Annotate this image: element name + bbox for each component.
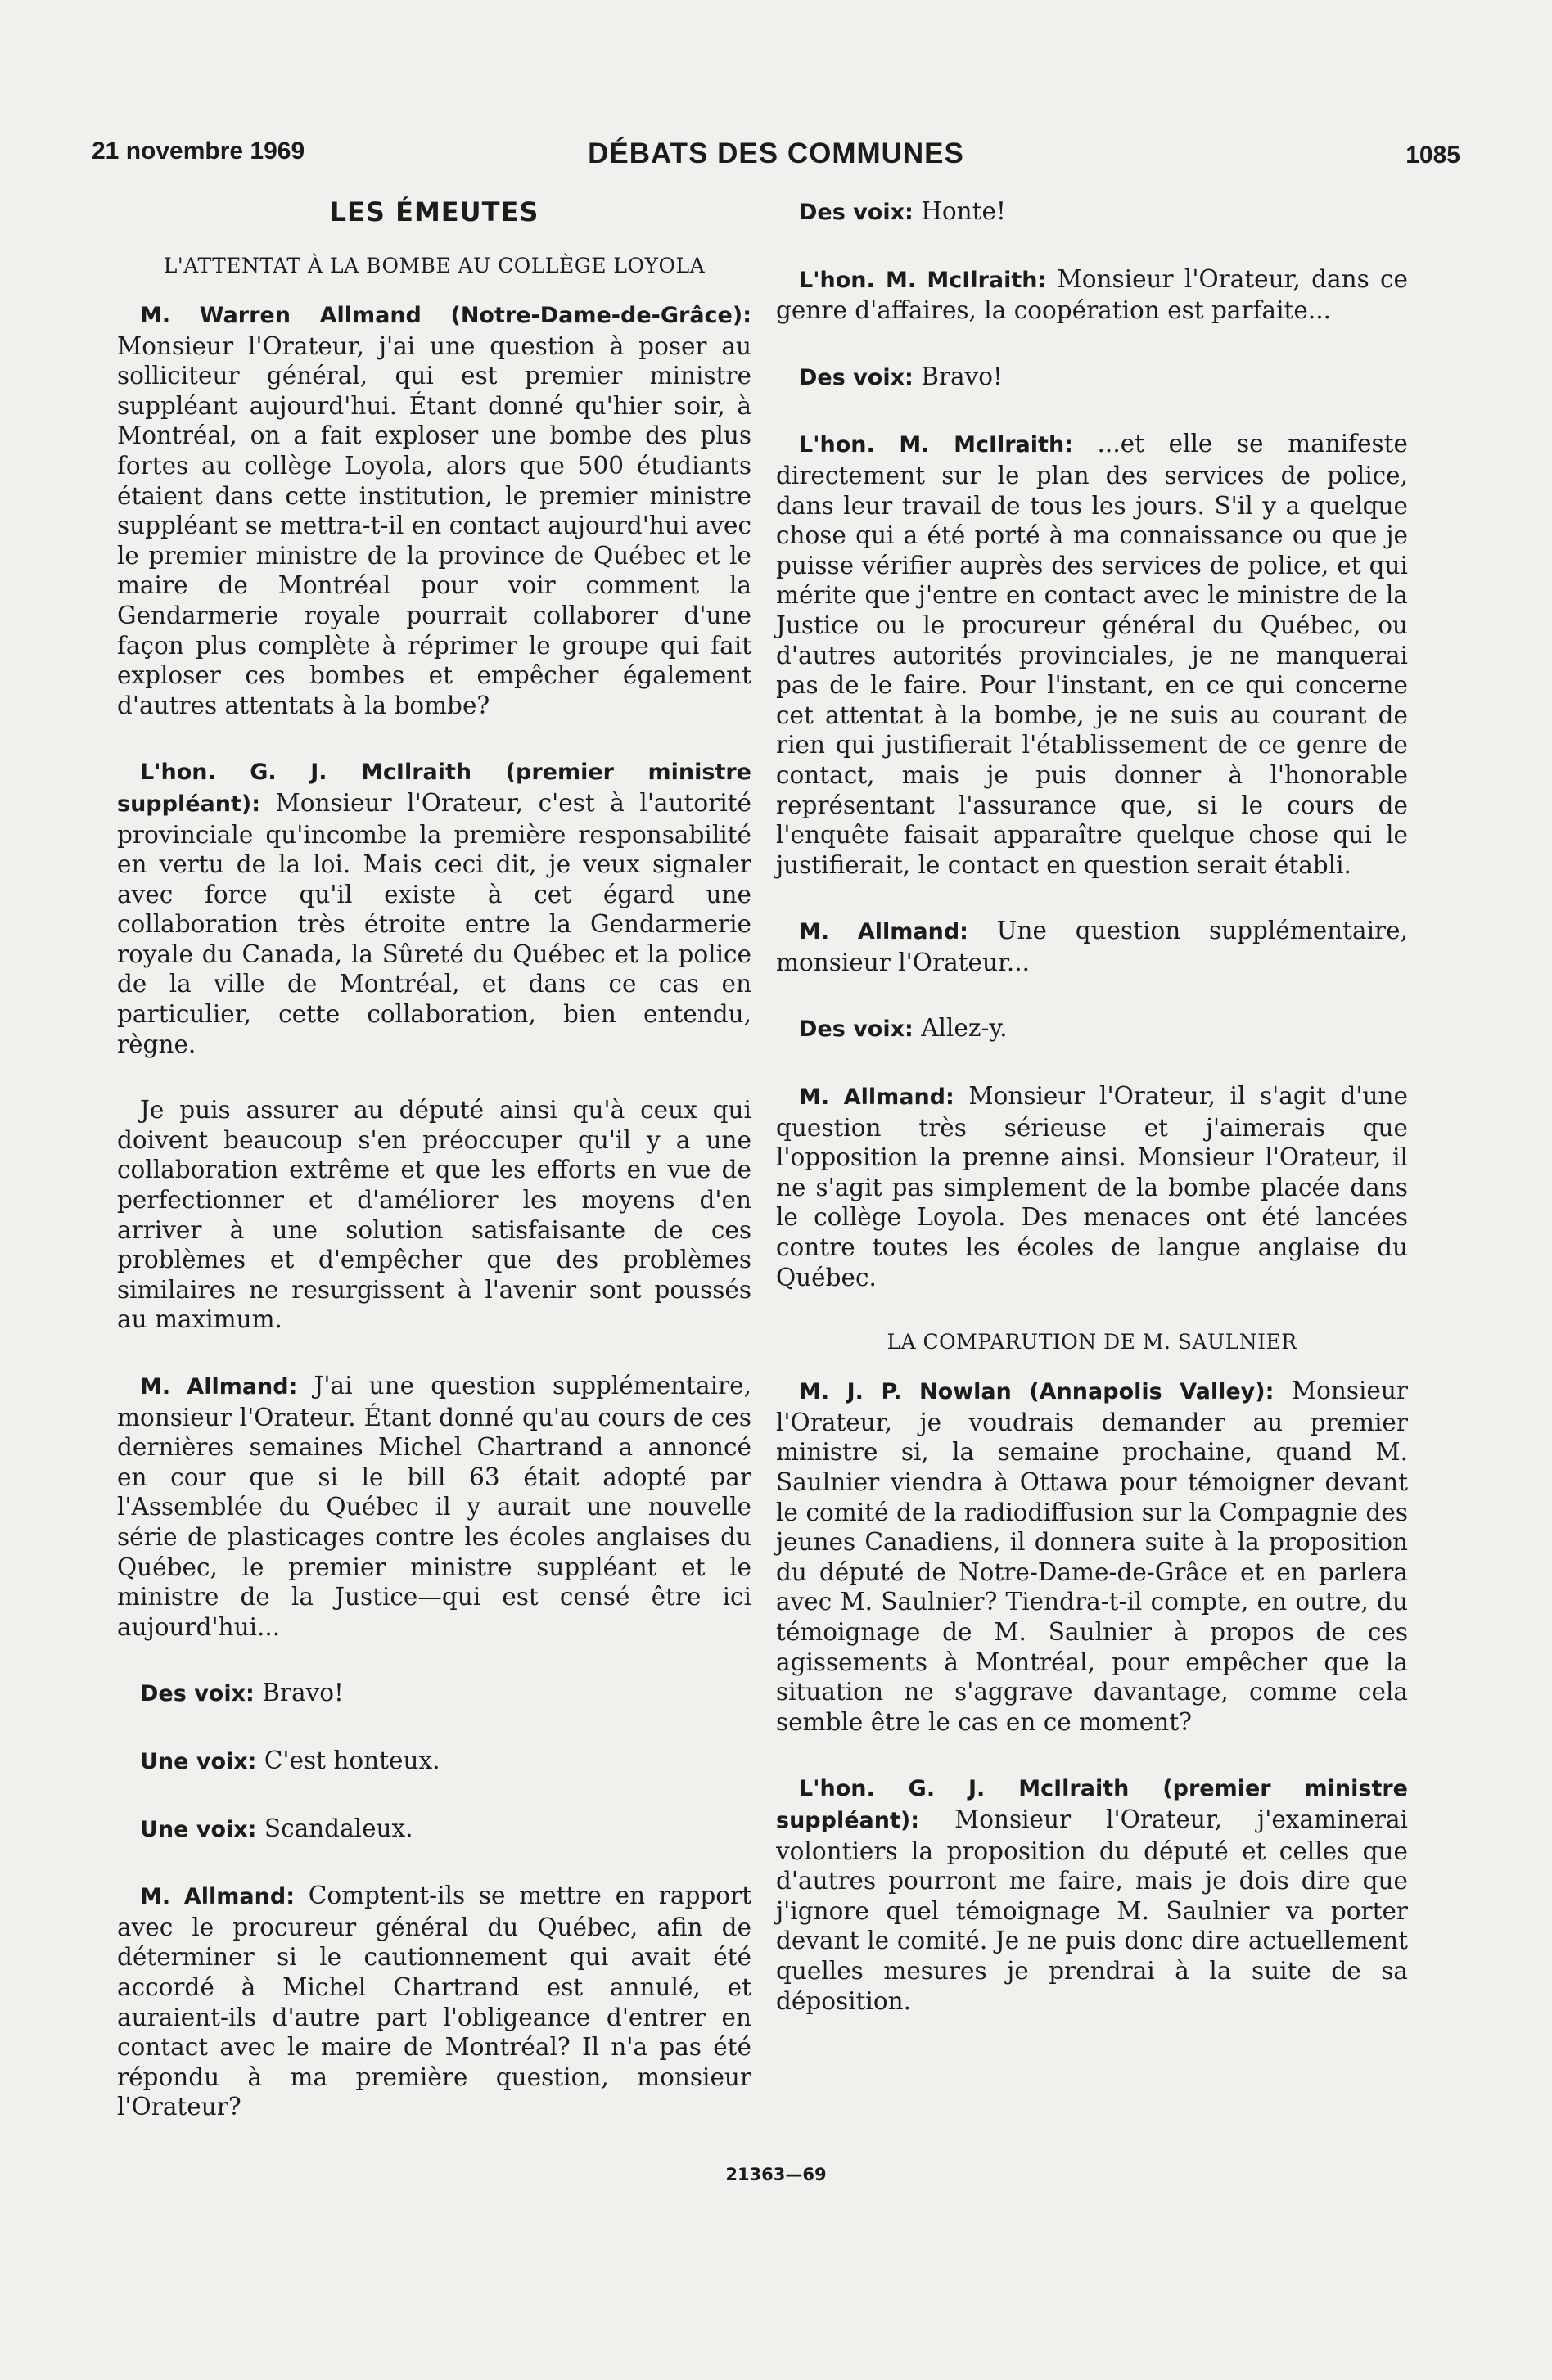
page-header (0, 137, 1552, 178)
speech-text: Monsieur l'Orateur, j'examinerai volontiers la proposition du député et celles que d'autres pourront me faire, mais je dois dire que j'ignore quel témoignage M. Saulnier va porter devant le comité. Je ne puis donc dire actuellement quelles mesures je prendrai à la suite de sa déposition. (776, 1805, 1408, 2015)
section-title: LES ÉMEUTES (329, 196, 539, 228)
speech-text: Honte! (913, 197, 1006, 225)
speaker-name: M. Allmand: (140, 1374, 298, 1400)
speech-text: Monsieur l'Orateur, il s'agit d'une question très sérieuse et j'aimerais que l'opposition la prenne ainsi. Monsieur l'Orateur, il ne s'agit pas simplement de la bombe placée dans le collège Loyola. Des menaces ont été lancées contre toutes les écoles de langue anglaise du Québec. (776, 1082, 1408, 1291)
speaker-name: Des voix: (799, 200, 914, 225)
speech-text: Monsieur l'Orateur, j'ai une question à poser au solliciteur général, qui est premier ministre suppléant aujourd'hui. Étant donné qu'hier soir, à Montréal, on a fait exploser une bombe des plus fortes au collège Loyola, alors que 500 étudiants étaient dans cette institution, le premier ministre suppléant se mettra-t-il en contact aujourd'hui avec le premier ministre de la province de Québec et le maire de Montréal pour voir comment la Gendarmerie royale pourrait collaborer d'une façon plus complète à réprimer le groupe qui fait exploser ces bombes et empêcher également d'autres attentats à la bombe? (117, 331, 751, 719)
speaker-name: Des voix: (799, 364, 914, 390)
speaker-name: Des voix: (799, 1016, 914, 1043)
speaker-name: Des voix: (140, 1681, 255, 1707)
speech-text: Allez-y. (913, 1014, 1008, 1043)
speech-text: Scandaleux. (256, 1814, 413, 1842)
header-title: DÉBATS DES COMMUNES (588, 137, 964, 169)
paragraph (117, 1881, 751, 2122)
speech-text: Une question supplémentaire, monsieur l'Orateur... (776, 917, 1408, 976)
paragraph (117, 1095, 751, 1335)
speech-text: Je puis assurer au député ainsi qu'à ceux qui doivent beaucoup s'en préoccuper qu'il y a une collaboration extrême et que les efforts en vue de perfectionner et d'améliorer les moyens d'en arriver à une solution satisfaisante de ces problèmes et d'empêcher que des problèmes similaires ne resurgissent à l'avenir sont poussés au maximum. (117, 1096, 751, 1334)
speaker-name: M. Warren Allmand (Notre-Dame-de-Grâce): (140, 303, 751, 328)
speech-text: Monsieur l'Orateur, c'est à l'autorité provinciale qu'incombe la première responsabilité en vertu de la loi. Mais ceci dit, je veux signaler avec force qu'il existe à cet égard une collaboration très étroite entre la Gendarmerie royale du Canada, la Sûreté du Québec et la police de la ville de Montréal, et dans ce cas en particulier, cette collaboration, bien entendu, règne. (117, 788, 751, 1058)
speech-text: J'ai une question supplémentaire, monsieur l'Orateur. Étant donné qu'au cours de ces dernières semaines Michel Chartrand a annoncé en cour que si le bill 63 était adopté par l'Assemblée du Québec il y aurait une nouvelle série de plasticages contre les écoles anglaises du Québec, le premier ministre suppléant et le ministre de la Justice—qui est censé être ici aujourd'hui... (117, 1372, 751, 1641)
speech-text: ...et elle se manifeste directement sur le plan des services de police, dans leur travail de tous les jours. S'il y a quelque chose qui a été porté à ma connaissance ou que je puisse vérifier auprès des services de police, et qui mérite que j'entre en contact avec le ministre de la Justice ou le procureur général du Québec, ou d'autres autorités provinciales, je ne manquerai pas de le faire. Pour l'instant, en ce qui concerne cet attentat à la bombe, je ne suis au courant de rien qui justifierait l'établissement de ce genre de contact, mais je puis donner à l'honorable représentant l'assurance que, si le cours de l'enquête faisait apparaître quelque chose qui le justifierait, le contact en question serait établi. (776, 430, 1408, 879)
paragraph (117, 1746, 751, 1778)
page-footer: 21363—69 (725, 2165, 827, 2184)
speaker-name: M. J. P. Nowlan (Annapolis Valley): (799, 1379, 1275, 1405)
header-page-number: 1085 (1405, 142, 1460, 169)
paragraph (776, 429, 1408, 880)
paragraph (776, 196, 1408, 228)
speaker-name: M. Allmand: (799, 919, 968, 945)
section-subtitle: LA COMPARUTION DE M. SAULNIER (887, 1330, 1297, 1355)
speaker-name: L'hon. G. J. McIlraith (premier ministre suppléant): (776, 1776, 1408, 1833)
paragraph (776, 1081, 1408, 1292)
speaker-name: Une voix: (140, 1816, 257, 1842)
right-column (776, 196, 1408, 2052)
paragraph (776, 362, 1408, 394)
speech-text: Comptent-ils se mettre en rapport avec le procureur général du Québec, afin de déterminer si le cautionnement qui avait été accordé à Michel Chartrand est annulé, et auraient-ils d'autre part l'obligeance d'entrer en contact avec le maire de Montréal? Il n'a pas été répondu à ma première question, monsieur l'Orateur? (117, 1882, 751, 2121)
speech-text: Bravo! (913, 362, 1003, 390)
paragraph (776, 1013, 1408, 1045)
speaker-name: M. Allmand: (799, 1084, 954, 1111)
paragraph (117, 1371, 751, 1642)
section-subtitle: L'ATTENTAT À LA BOMBE AU COLLÈGE LOYOLA (163, 254, 706, 277)
paragraph (776, 264, 1408, 326)
speaker-name: Une voix: (140, 1748, 257, 1774)
speaker-name: L'hon. M. McIlraith: (799, 432, 1073, 458)
speech-text: Bravo! (254, 1679, 344, 1707)
speaker-name: L'hon. M. McIlraith: (799, 267, 1047, 293)
left-column (117, 196, 751, 2158)
speech-text: Monsieur l'Orateur, dans ce genre d'affaires, la coopération est parfaite... (776, 264, 1408, 325)
speech-text: C'est honteux. (256, 1746, 440, 1774)
paragraph (117, 1814, 751, 1846)
paragraph (776, 1376, 1408, 1737)
speaker-name: L'hon. G. J. McIlraith (premier ministre suppléant): (117, 760, 751, 817)
paragraph (117, 1678, 751, 1710)
speaker-name: M. Allmand: (140, 1884, 295, 1910)
header-date: 21 novembre 1969 (92, 137, 305, 165)
paragraph (117, 756, 751, 1059)
paragraph (117, 300, 751, 720)
speech-text: Monsieur l'Orateur, je voudrais demander au premier ministre si, la semaine prochaine, quand M. Saulnier viendra à Ottawa pour témoigner devant le comité de la radiodiffusion sur la Compagnie des jeunes Canadiens, il donnera suite à la proposition du député de Notre-Dame-de-Grâce et en parlera avec M. Saulnier? Tiendra-t-il compte, en outre, du témoignage de M. Saulnier à propos de ces agissements à Montréal, pour empêcher que la situation ne s'aggrave davantage, comme cela semble être le cas en ce moment? (776, 1377, 1408, 1736)
paragraph (776, 1773, 1408, 2016)
paragraph (776, 916, 1408, 977)
